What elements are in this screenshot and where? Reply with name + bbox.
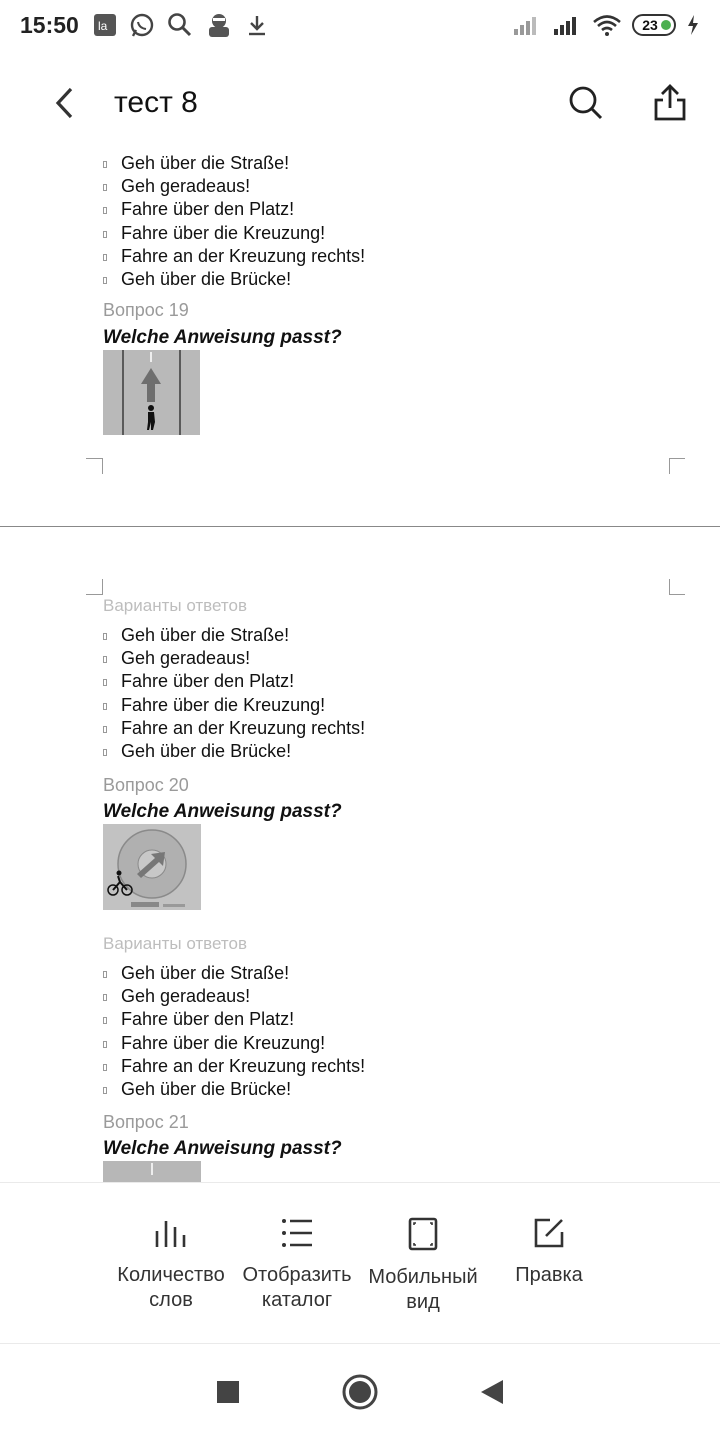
show-catalog-label: Отобразить каталог bbox=[242, 1264, 352, 1311]
word-count-label: Количество слов bbox=[117, 1264, 225, 1311]
page-corner-mark bbox=[669, 594, 685, 595]
page-corner-mark bbox=[86, 594, 102, 595]
status-bar bbox=[0, 0, 720, 50]
road-partial-picture bbox=[103, 1161, 201, 1182]
share-icon bbox=[653, 84, 687, 122]
roundabout-picture bbox=[103, 824, 201, 910]
answers-block-2 bbox=[103, 596, 623, 763]
question-label: Вопрос 19 bbox=[103, 300, 189, 320]
search-app-icon bbox=[167, 12, 193, 38]
road-image-partial bbox=[103, 1161, 201, 1182]
back-arrow-icon bbox=[53, 86, 75, 120]
status-notification-icons bbox=[93, 12, 269, 38]
answer-option: Fahre über die Kreuzung! bbox=[103, 222, 623, 245]
avatar-app-icon bbox=[205, 12, 233, 38]
charging-icon bbox=[686, 14, 700, 36]
status-system-icons bbox=[512, 14, 700, 36]
wifi-icon bbox=[592, 14, 622, 36]
answer-option: Fahre über den Platz! bbox=[103, 198, 623, 221]
share-button[interactable] bbox=[650, 83, 690, 123]
nav-back-icon[interactable] bbox=[479, 1378, 505, 1406]
question-text: Welche Anweisung passt? bbox=[103, 1138, 342, 1159]
question-19 bbox=[103, 300, 623, 349]
answer-option: Geh über die Straße! bbox=[103, 962, 623, 985]
system-nav-bar bbox=[0, 1344, 720, 1440]
answers-label: Варианты ответов bbox=[103, 596, 247, 615]
page-corner-mark bbox=[86, 458, 102, 459]
answer-option: Geh über die Brücke! bbox=[103, 740, 623, 763]
question-label: Вопрос 21 bbox=[103, 1112, 189, 1132]
answer-option: Fahre an der Kreuzung rechts! bbox=[103, 717, 623, 740]
answer-option: Fahre an der Kreuzung rechts! bbox=[103, 1055, 623, 1078]
answer-option: Geh geradeaus! bbox=[103, 175, 623, 198]
app-actions bbox=[566, 83, 690, 123]
download-icon bbox=[245, 13, 269, 37]
edit-label: Правка bbox=[515, 1264, 583, 1286]
roundabout-image bbox=[103, 824, 201, 910]
answer-options-block bbox=[103, 152, 623, 291]
answer-option: Fahre über die Kreuzung! bbox=[103, 694, 623, 717]
answer-option: Fahre über den Platz! bbox=[103, 1008, 623, 1031]
word-count-button[interactable] bbox=[108, 1183, 234, 1343]
list-icon bbox=[281, 1217, 313, 1249]
answer-option: Geh über die Straße! bbox=[103, 624, 623, 647]
page-divider bbox=[0, 526, 720, 527]
road-arrow-image bbox=[103, 350, 200, 435]
answers-label: Варианты ответов bbox=[103, 934, 247, 953]
mobile-view-label: Мобильный вид bbox=[368, 1266, 478, 1313]
edit-button[interactable] bbox=[486, 1183, 612, 1343]
battery-level: 23 bbox=[642, 17, 658, 33]
search-button[interactable] bbox=[566, 83, 606, 123]
answer-option: Fahre an der Kreuzung rechts! bbox=[103, 245, 623, 268]
document-title: тест 8 bbox=[114, 86, 198, 119]
page-corner-mark bbox=[669, 579, 670, 595]
page-corner-mark bbox=[86, 458, 103, 474]
answer-options-list bbox=[103, 624, 623, 763]
answer-option: Geh geradeaus! bbox=[103, 985, 623, 1008]
battery-icon bbox=[632, 14, 676, 36]
answer-options-list bbox=[103, 152, 623, 291]
answer-options-list bbox=[103, 962, 623, 1101]
answer-option: Geh über die Brücke! bbox=[103, 1078, 623, 1101]
page-corner-mark bbox=[102, 579, 103, 595]
page-corner-mark bbox=[669, 458, 685, 459]
status-time: 15:50 bbox=[20, 11, 79, 38]
question-21 bbox=[103, 1112, 623, 1160]
mobile-view-button[interactable] bbox=[360, 1183, 486, 1343]
signal-icon bbox=[552, 14, 582, 36]
document-view[interactable] bbox=[0, 146, 720, 1182]
question-text: Welche Anweisung passt? bbox=[103, 327, 342, 348]
la-app-icon bbox=[93, 13, 117, 37]
question-text: Welche Anweisung passt? bbox=[103, 801, 342, 822]
signal-icon bbox=[512, 14, 542, 36]
app-bar bbox=[0, 60, 720, 146]
mobile-view-icon bbox=[408, 1217, 438, 1251]
whatsapp-icon bbox=[129, 12, 155, 38]
svg-text:la: la bbox=[97, 19, 108, 33]
show-catalog-button[interactable] bbox=[234, 1183, 360, 1343]
answer-option: Fahre über die Kreuzung! bbox=[103, 1032, 623, 1055]
bar-chart-icon bbox=[154, 1217, 188, 1249]
question-20 bbox=[103, 775, 623, 823]
road-straight-picture bbox=[103, 350, 200, 435]
recents-icon[interactable] bbox=[215, 1379, 241, 1405]
bottom-toolbar bbox=[0, 1182, 720, 1344]
home-icon[interactable] bbox=[341, 1373, 379, 1411]
answers-block-3 bbox=[103, 934, 623, 1101]
page-corner-mark bbox=[669, 458, 670, 474]
answer-option: Fahre über den Platz! bbox=[103, 670, 623, 693]
edit-icon bbox=[533, 1217, 565, 1249]
answer-option: Geh über die Straße! bbox=[103, 152, 623, 175]
answer-option: Geh geradeaus! bbox=[103, 647, 623, 670]
question-label: Вопрос 20 bbox=[103, 775, 189, 795]
search-icon bbox=[568, 85, 604, 121]
answer-option: Geh über die Brücke! bbox=[103, 268, 623, 291]
back-button[interactable] bbox=[44, 83, 84, 123]
